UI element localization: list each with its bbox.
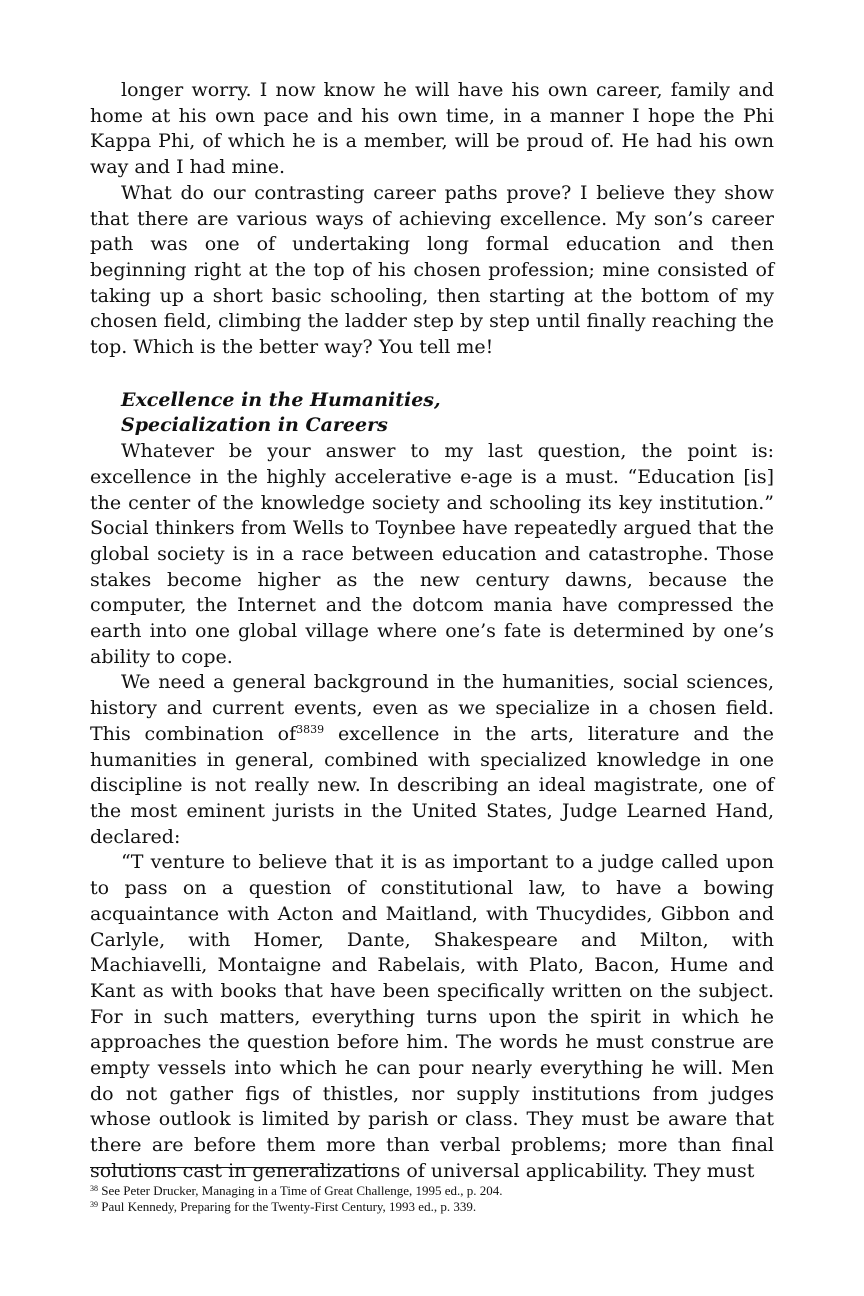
- footnote-text: See Peter Drucker, Managing in a Time of Great Challenge, 1995 ed., p. 204.: [98, 1183, 503, 1198]
- paragraph-1: longer worry. I now know he will have his own career, family and home at his own pace and his own time, in a manner I hope the Phi Kappa Phi, of which he is a member, will be proud of. He had his own way and I had mine.: [90, 79, 774, 179]
- footnote-number: 38: [90, 1184, 98, 1193]
- paragraph-4-text-b: excellence in the arts, literature and the humanities in general, combined with specialized knowledge in one discipline is not really new. In describing an ideal magistrate, one of the most eminent jurists in the United States, Judge Learned Hand, declared:: [90, 722, 774, 848]
- footnote-38: [90, 1183, 774, 1199]
- footnote-number: 39: [90, 1200, 98, 1209]
- paragraph-5-quotation: “T venture to believe that it is as important to a judge called upon to pass on a question of constitutional law, to have a bowing acquaintance with Acton and Maitland, with Thucydides, Gibbon and Carlyle, with Homer, Dante, Shakespeare and Milton, with Machiavelli, Montaigne and Rabelais, with Plato, Bacon, Hume and Kant as with books that have been specifically written on the subject. For in such matters, everything turns upon the spirit in which he approaches the question before him. The words he must construe are empty vessels into which he can pour nearly everything he will. Men do not gather figs of thistles, nor supply institutions from judges whose outlook is limited by parish or class. They must be aware that there are before them more than verbal problems; more than final solutions cast in generalizations of universal applicability. They must: [90, 851, 774, 1182]
- section-heading-line-2: Specialization in Careers: [121, 414, 388, 437]
- paragraph-4: [90, 670, 774, 850]
- section-heading-line-1: Excellence in the Humanities,: [121, 388, 441, 411]
- footnote-reference: 3839: [296, 722, 325, 736]
- paragraph-2: What do our contrasting career paths prove? I believe they show that there are various ways of achieving excellence. My son’s career path was one of undertaking long formal education and then beginning right at the top of his chosen profession; mine consisted of taking up a short basic schooling, then starting at the bottom of my chosen field, climbing the ladder step by step until finally reaching the top. Which is the better way? You tell me!: [90, 181, 774, 359]
- footnote-separator: [90, 1167, 378, 1168]
- paragraph-3: Whatever be your answer to my last question, the point is: excellence in the highly accelerative e-age is a must. “Education [is] the center of the knowledge society and schooling its key institution.” Social thinkers from Wells to Toynbee have repeatedly argued that the global society is in a race between education and catastrophe. Those stakes become higher as the new century dawns, because the computer, the Internet and the dotcom mania have compressed the earth into one global village where one’s fate is determined by one’s ability to cope.: [90, 440, 774, 668]
- paragraph-4-text-a: We need a general background in the humanities, social sciences, history and current events, even as we specialize in a chosen field. This combination of: [90, 671, 774, 745]
- footnote-39: [90, 1199, 774, 1215]
- footnote-text: Paul Kennedy, Preparing for the Twenty-First Century, 1993 ed., p. 339.: [98, 1199, 477, 1214]
- section-heading: [121, 388, 774, 439]
- page-body: [90, 78, 774, 1185]
- footnotes: [90, 1183, 774, 1215]
